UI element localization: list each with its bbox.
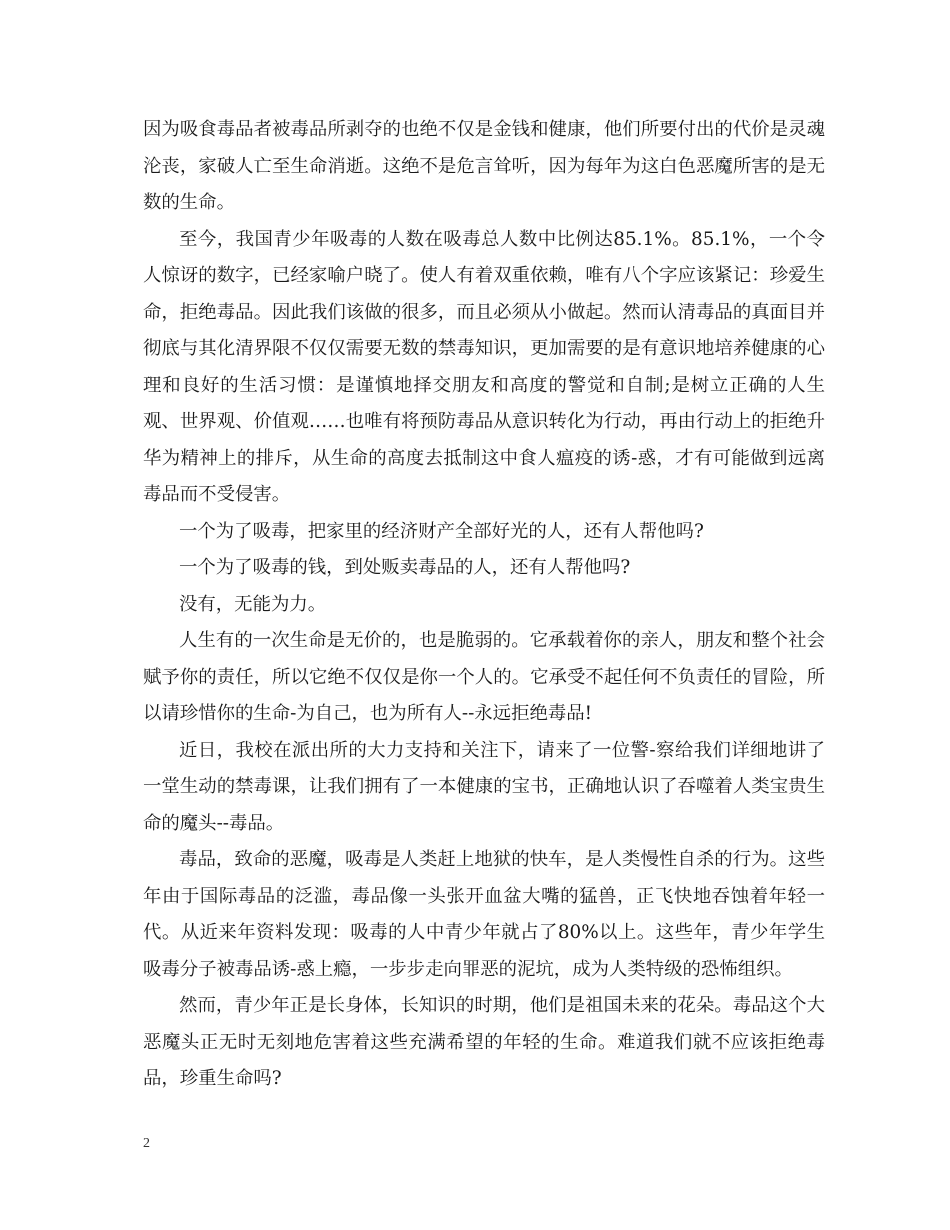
paragraph-continued: 因为吸食毒品者被毒品所剥夺的也绝不仅是金钱和健康，他们所要付出的代价是灵魂沦丧，家破人亡至生命消逝。这绝不是危言耸听，因为每年为这白色恶魔所害的是无数的生命。 xyxy=(143,119,825,213)
paragraph: 至今，我国青少年吸毒的人数在吸毒总人数中比例达85.1%。85.1%，一个令人惊讶的数字，已经家喻户晓了。使人有着双重依赖，唯有八个字应该紧记：珍爱生命，拒绝毒品。因此我们该做的很多，而且必须从小做起。然而认清毒品的真面目并彻底与其化清界限不仅仅需要无数的禁毒知识，更加需要的是有意识地培养健康的心理和良好的生活习惯：是谨慎地择交朋友和高度的警觉和自制;是树立正确的人生观、世界观、价值观……也唯有将预防毒品从意识转化为行动，再由行动上的拒绝升华为精神上的排斥，从生命的高度去抵制这中食人瘟疫的诱-惑，才有可能做到远离毒品而不受侵害。 xyxy=(143,228,825,505)
document-body xyxy=(143,112,825,1098)
paragraph: 然而，青少年正是长身体，长知识的时期，他们是祖国未来的花朵。毒品这个大恶魔头正无时无刻地危害着这些充满希望的年轻的生命。难道我们就不应该拒绝毒品，珍重生命吗? xyxy=(143,995,825,1089)
paragraph: 人生有的一次生命是无价的，也是脆弱的。它承载着你的亲人，朋友和整个社会赋予你的责任，所以它绝不仅仅是你一个人的。它承受不起任何不负责任的冒险，所以请珍惜你的生命-为自己，也为所有人--永远拒绝毒品! xyxy=(143,630,825,724)
page-number: 2 xyxy=(143,1136,150,1151)
paragraph: 一个为了吸毒的钱，到处贩卖毒品的人，还有人帮他吗? xyxy=(179,557,631,578)
paragraph: 毒品，致命的恶魔，吸毒是人类赶上地狱的快车，是人类慢性自杀的行为。这些年由于国际毒品的泛滥，毒品像一头张开血盆大嘴的猛兽，正飞快地吞蚀着年轻一代。从近来年资料发现：吸毒的人中青少年就占了80%以上。这些年，青少年学生吸毒分子被毒品诱-惑上瘾，一步步走向罪恶的泥坑，成为人类特级的恐怖组织。 xyxy=(143,849,825,980)
paragraph: 一个为了吸毒，把家里的经济财产全部好光的人，还有人帮他吗? xyxy=(179,520,704,542)
paragraph: 没有，无能为力。 xyxy=(179,593,327,615)
paragraph: 近日，我校在派出所的大力支持和关注下，请来了一位警-察给我们详细地讲了一堂生动的禁毒课，让我们拥有了一本健康的宝书，正确地认识了吞噬着人类宝贵生命的魔头--毒品。 xyxy=(143,739,825,834)
